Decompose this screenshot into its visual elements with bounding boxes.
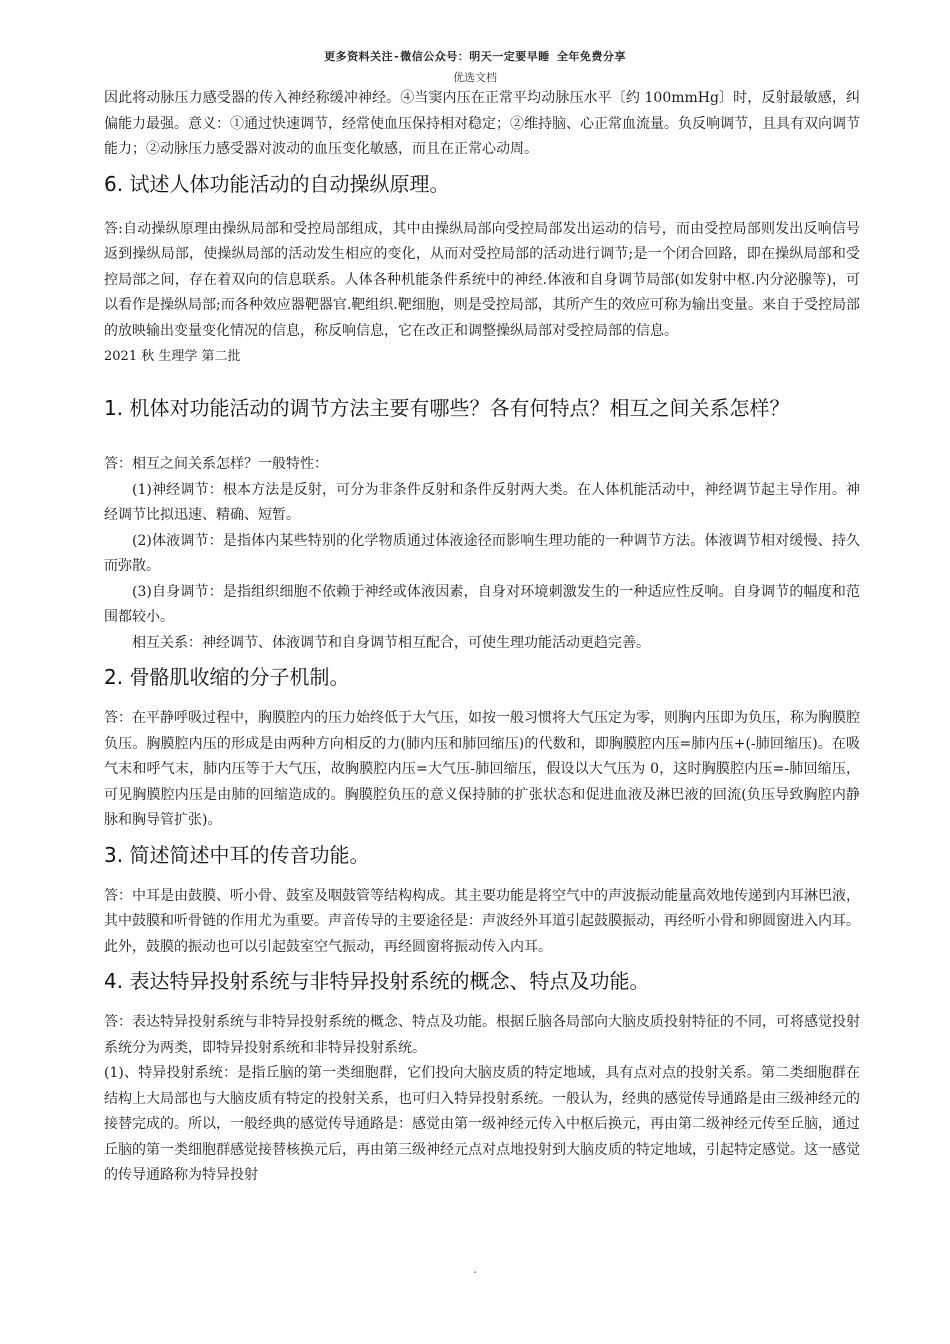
batch-label: 2021 秋 生理学 第二批 — [104, 349, 241, 364]
answer-1-neural: (1)神经调节：根本方法是反射，可分为非条件反射和条件反射两大类。在人体机能活动中，神经调节起主导作用。神经调节比拟迅速、精确、短暂。 — [104, 481, 860, 523]
answer-1-humoral: (2)体液调节：是指体内某些特别的化学物质通过体液途径而影响生理功能的一种调节方法。体液调节相对缓慢、持久而弥散。 — [104, 532, 860, 574]
answer-2: 答：在平静呼吸过程中，胸膜腔内的压力始终低于大气压，如按一般习惯将大气压定为零，则胸内压即为负压，称为胸膜腔负压。胸膜腔内压的形成是由两种方向相反的力(肺内压和肺回缩压)的代数和，即胸膜腔内压=肺内压+(-肺回缩压)。在吸气末和呼气末，肺内压等于大气压，故胸膜腔内压=大气压-肺回缩压，假设以大气压为 0，这时胸膜腔内压=-肺回缩压，可见胸膜腔内压是由肺的回缩造成的。胸膜腔负压的意义保持肺的扩张状态和促进血液及淋巴液的回流(负压导致胸腔内静脉和胸导管扩张)。 — [104, 710, 860, 828]
answer-4-specific: (1)、特异投射系统：是指丘脑的第一类细胞群，它们投向大脑皮质的特定地域，具有点对点的投射关系。第二类细胞群在结构上大局部也与大脑皮质有特定的投射关系，也可归入特异投射系统。一般认为，经典的感觉传导通路是由三级神经元的接替完成的。所以，一般经典的感觉传导通路是：感觉由第一级神经元传入中枢后换元，再由第二级神经元传至丘脑，通过丘脑的第一类细胞群感觉接替核换元后，再由第三级神经元点对点地投射到大脑皮质的特定地域，引起特定感觉。这一感觉的传导通路称为特异投射 — [104, 1065, 860, 1183]
answer-1-intro: 答：相互之间关系怎样？一般特性： — [104, 456, 328, 472]
doc-label: 优选文档 — [453, 71, 497, 84]
footer-dot: . — [473, 1262, 477, 1276]
answer-6: 答:自动操纵原理由操纵局部和受控局部组成，其中由操纵局部向受控局部发出运动的信号，而由受控局部则发出反响信号返到操纵局部，使操纵局部的活动发生相应的变化，从而对受控局部的活动进行调节;是一个闭合回路，即在操纵局部和受控局部之间，存在着双向的信息联系。人体各种机能条件系统中的神经.体液和自身调节局部(如发射中枢.内分泌腺等)，可以看作是操纵局部;而各种效应器靶器官.靶组织.靶细胞，则是受控局部，其所产生的效应可称为输出变量。来自于受控局部的放映输出变量变化情况的信息，称反响信息，它在改正和调整操纵局部对受控局部的信息。 — [104, 220, 860, 339]
question-3-heading: 3. 简述简述中耳的传音功能。 — [104, 842, 370, 867]
question-2-heading: 2. 骨骼肌收缩的分子机制。 — [104, 665, 350, 689]
continued-paragraph: 因此将动脉压力感受器的传入神经称缓冲神经。④当窦内压在正常平均动脉压水平〔约 100mmHg〕时，反射最敏感，纠偏能力最强。意义：①通过快速调节，经常使血压保持相对稳定；②维持脑、心正常血流量。负反响调节，且具有双向调节能力；②动脉压力感受器对波动的血压变化敏感，而且在正常心动周。 — [104, 90, 860, 157]
question-1-heading: 1. 机体对功能活动的调节方法主要有哪些？各有何特点？相互之间关系怎样？ — [104, 396, 790, 420]
answer-4-intro: 答：表达特异投射系统与非特异投射系统的概念、特点及功能。根据丘脑各局部向大脑皮质投射特征的不同，可将感觉投射系统分为两类，即特异投射系统和非特异投射系统。 — [104, 1014, 860, 1056]
document-body — [104, 86, 860, 1189]
answer-3: 答：中耳是由鼓膜、听小骨、鼓室及咽鼓管等结构构成。其主要功能是将空气中的声波振动能量高效地传递到内耳淋巴液，其中鼓膜和听骨链的作用尤为重要。声音传导的主要途径是：声波经外耳道引起鼓膜振动，再经听小骨和卵圆窗进入内耳。此外，鼓膜的振动也可以引起鼓室空气振动，再经圆窗将振动传入内耳。 — [104, 887, 860, 955]
promo-header: 更多资料关注-微信公众号：明天一定要早睡 全年免费分享 — [324, 50, 626, 63]
question-6-heading: 6. 试述人体功能活动的自动操纵原理。 — [104, 171, 450, 196]
answer-1-auto: (3)自身调节：是指组织细胞不依赖于神经或体液因素，自身对环境刺激发生的一种适应性反响。自身调节的幅度和范围都较小。 — [104, 583, 860, 625]
question-4-heading: 4. 表达特异投射系统与非特异投射系统的概念、特点及功能。 — [104, 969, 650, 993]
answer-1-relation: 相互关系：神经调节、体液调节和自身调节相互配合，可使生理功能活动更趋完善。 — [132, 634, 650, 651]
